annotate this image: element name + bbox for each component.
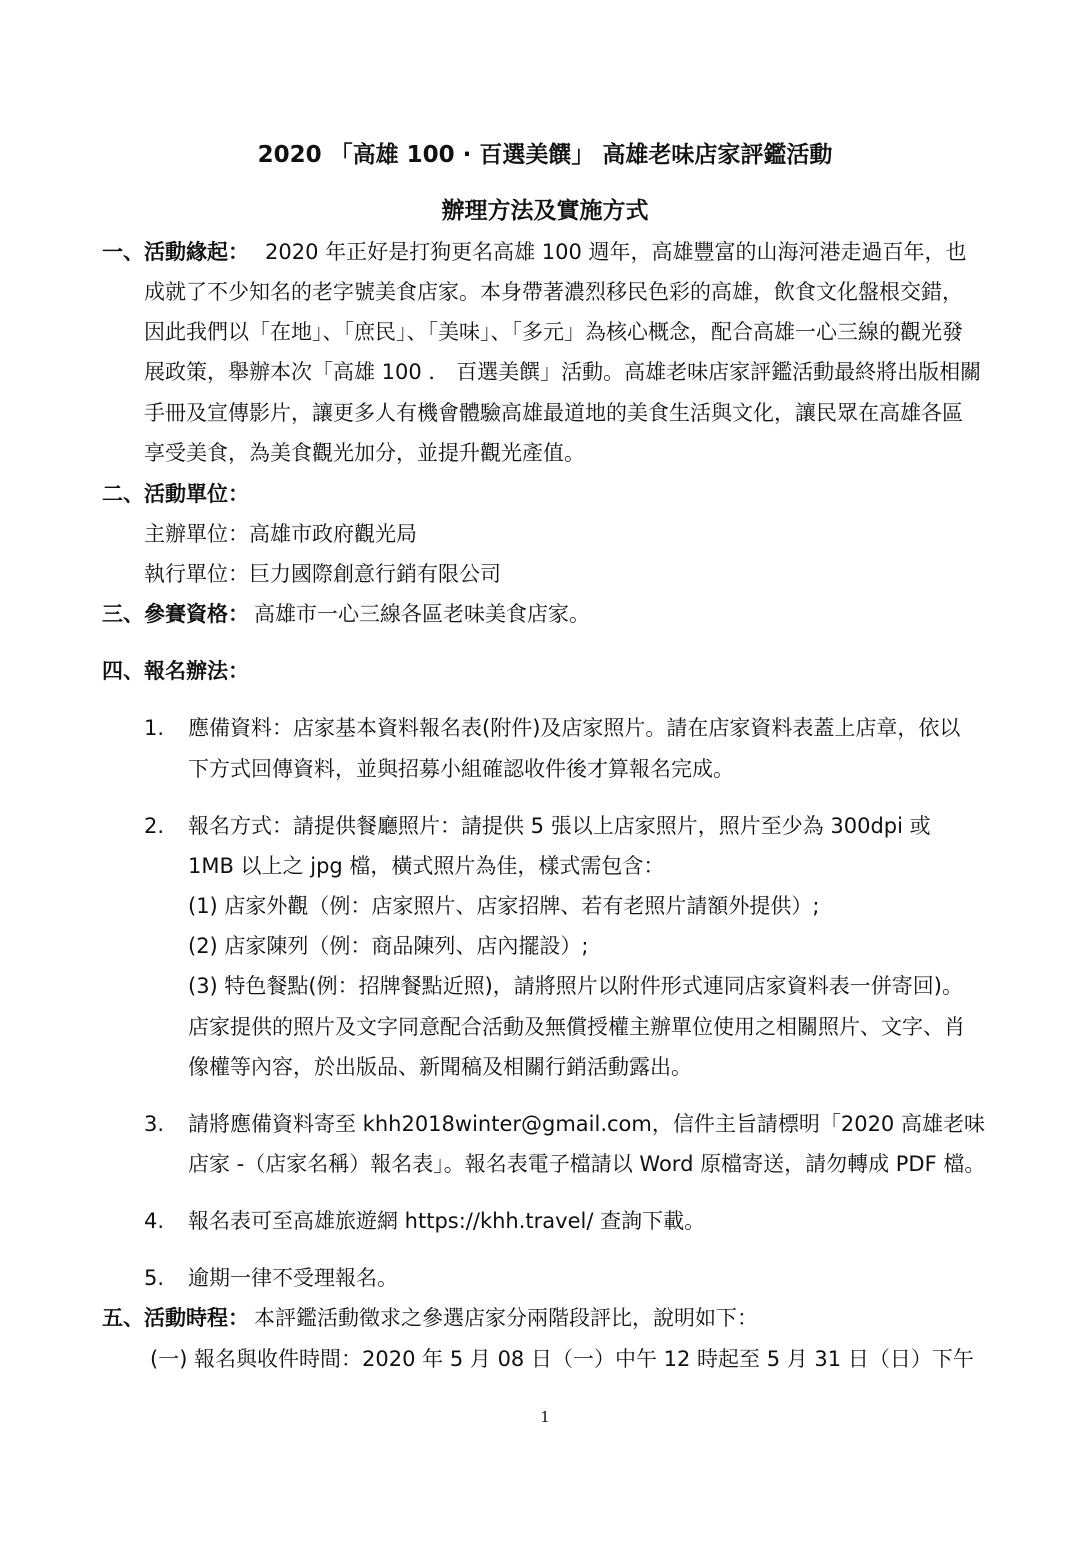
section-heading: 五、活動時程： <box>102 1306 249 1330</box>
document-subtitle: 辦理方法及實施方式 <box>441 198 649 224</box>
schedule-item: (一) 報名與收件時間：2020 年 5 月 08 日（一）中午 12 時起至 5 月 31 日（日）下午 <box>150 1347 974 1371</box>
paragraph-line: 展政策，舉辦本次「高雄 100 ． 百選美饌」活動。高雄老味店家評鑑活動最終將出版相關 <box>144 360 982 384</box>
list-number: 2. <box>144 814 165 838</box>
list-number: 5. <box>144 1266 165 1290</box>
section-heading: 四、報名辦法： <box>102 659 249 683</box>
list-text: 逾期一律不受理報名。 <box>188 1266 398 1290</box>
list-number: 4. <box>144 1209 165 1233</box>
list-text: 報名方式：請提供餐廳照片：請提供 5 張以上店家照片，照片至少為 300dpi 或 <box>188 814 931 838</box>
document-title: 2020 「高雄 100 · 百選美饌」 高雄老味店家評鑑活動 <box>257 142 833 168</box>
executor-line: 執行單位：巨力國際創意行銷有限公司 <box>144 562 501 586</box>
section-heading: 二、活動單位： <box>102 482 249 506</box>
list-text: 應備資料：店家基本資料報名表(附件)及店家照片。請在店家資料表蓋上店章，依以 <box>188 716 961 740</box>
sub-item: (1) 店家外觀（例：店家照片、店家招牌、若有老照片請額外提供）; <box>188 894 820 918</box>
paragraph-line: 2020 年正好是打狗更名高雄 100 週年，高雄豐富的山海河港走過百年，也 <box>265 240 967 264</box>
schedule-intro: 本評鑑活動徵求之參選店家分兩階段評比，說明如下： <box>254 1306 758 1330</box>
list-text: 報名表可至高雄旅遊網 https://khh.travel/ 查詢下載。 <box>188 1209 706 1233</box>
sub-item: (2) 店家陳列（例：商品陳列、店內擺設）; <box>188 934 589 958</box>
list-text: 像權等內容，於出版品、新聞稿及相關行銷活動露出。 <box>188 1055 692 1079</box>
sub-item: (3) 特色餐點(例：招牌餐點近照)，請將照片以附件形式連同店家資料表一併寄回)。 <box>188 974 963 998</box>
paragraph-line: 成就了不少知名的老字號美食店家。本身帶著濃烈移民色彩的高雄，飲食文化盤根交錯， <box>144 280 963 304</box>
list-text: 請將應備資料寄至 khh2018winter@gmail.com，信件主旨請標明「2020 高雄老味 <box>188 1112 985 1136</box>
paragraph-line: 手冊及宣傳影片，讓更多人有機會體驗高雄最道地的美食生活與文化，讓民眾在高雄各區 <box>144 401 963 425</box>
organizer-line: 主辦單位：高雄市政府觀光局 <box>144 522 417 546</box>
eligibility-text: 高雄市一心三線各區老味美食店家。 <box>254 602 590 626</box>
list-text: 下方式回傳資料，並與招募小組確認收件後才算報名完成。 <box>188 757 734 781</box>
list-text: 店家 -（店家名稱）報名表」。報名表電子檔請以 Word 原檔寄送，請勿轉成 PDF 檔。 <box>188 1152 986 1176</box>
section-heading: 一、活動緣起： <box>102 240 249 264</box>
list-number: 3. <box>144 1112 165 1136</box>
paragraph-line: 因此我們以「在地」、「庶民」、「美味」、「多元」為核心概念，配合高雄一心三線的觀光發 <box>144 320 963 344</box>
list-number: 1. <box>144 716 165 740</box>
section-heading: 三、參賽資格： <box>102 602 249 626</box>
page-number: 1 <box>540 1408 550 1426</box>
paragraph-line: 享受美食，為美食觀光加分，並提升觀光產值。 <box>144 441 585 465</box>
list-text: 店家提供的照片及文字同意配合活動及無償授權主辦單位使用之相關照片、文字、肖 <box>188 1015 965 1039</box>
list-text: 1MB 以上之 jpg 檔，橫式照片為佳，樣式需包含： <box>188 854 665 878</box>
